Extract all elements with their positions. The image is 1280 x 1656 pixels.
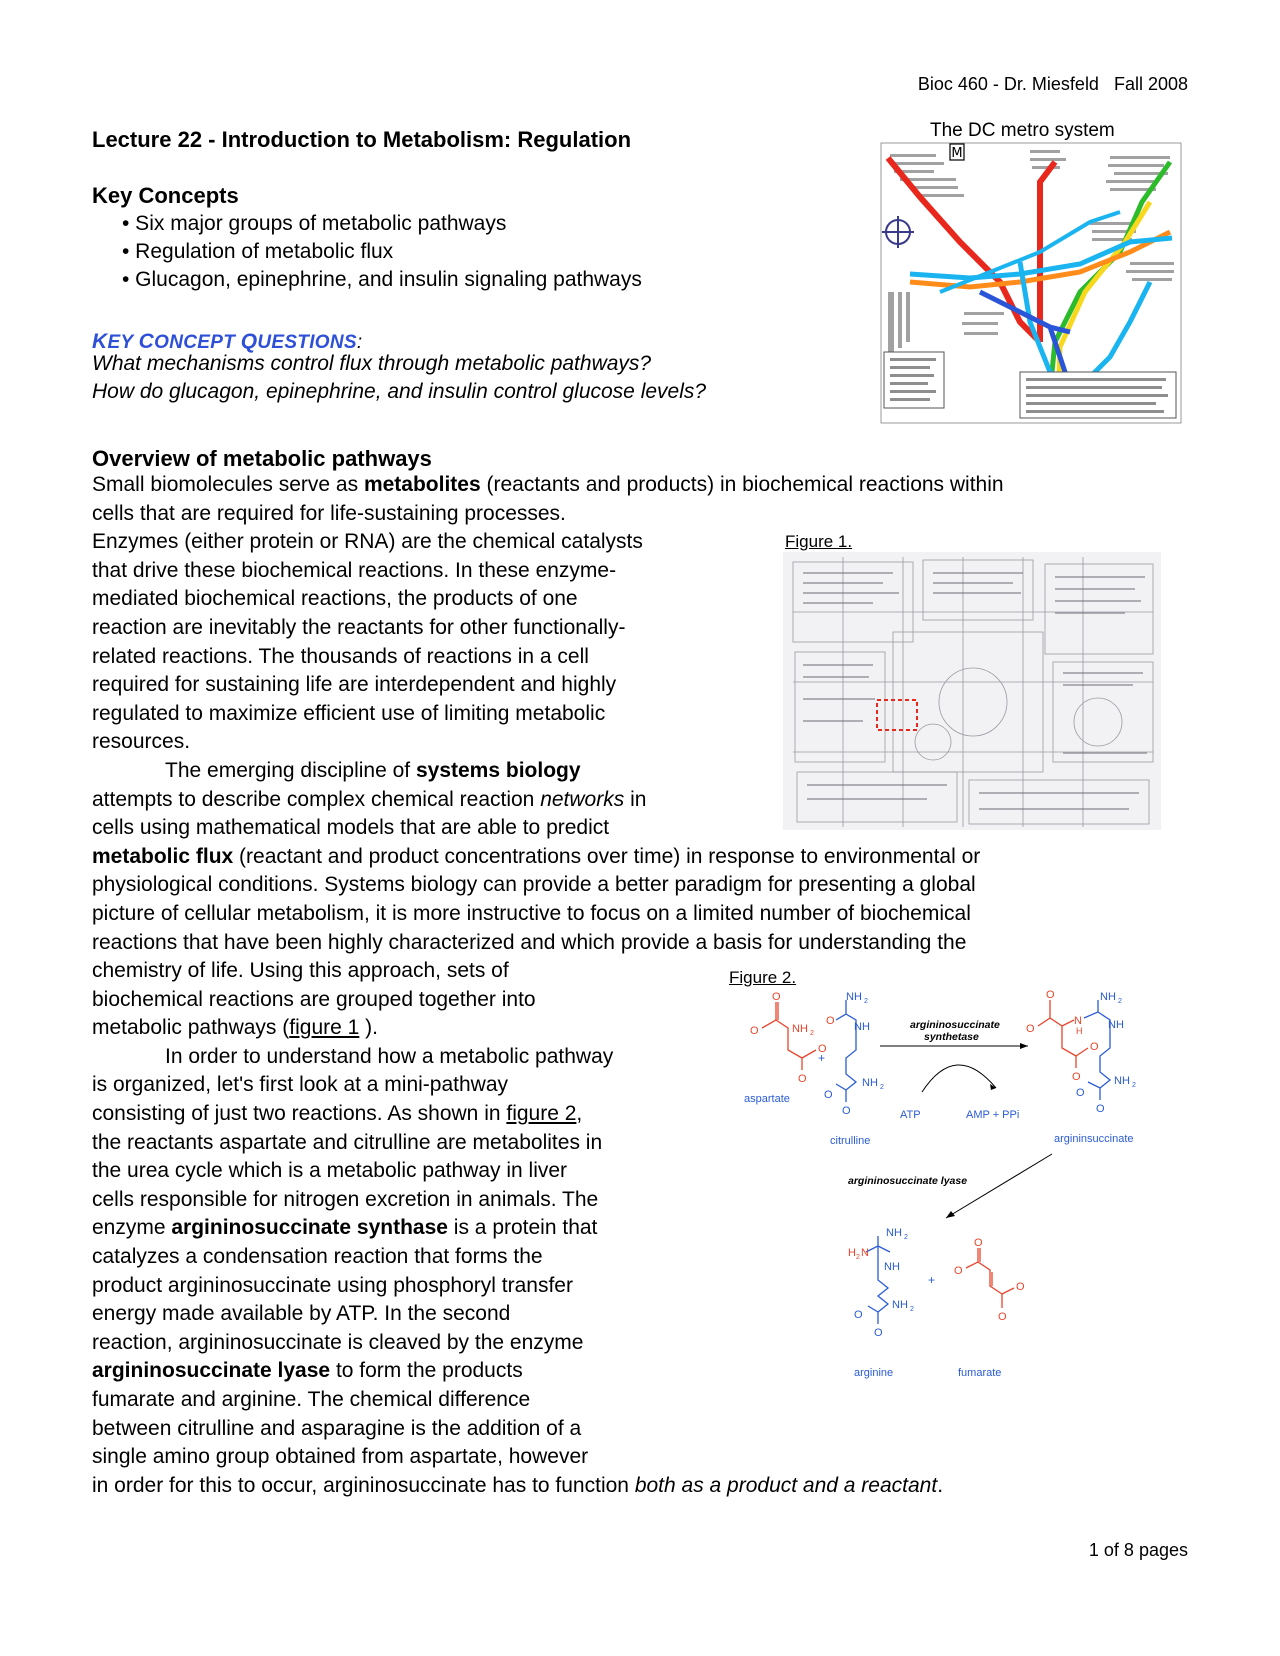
svg-text:NH: NH — [1108, 1019, 1124, 1031]
svg-text:N: N — [861, 1247, 869, 1259]
svg-text:+: + — [928, 1273, 936, 1287]
asp-o: O — [772, 991, 781, 1003]
svg-text:O: O — [842, 1105, 851, 1117]
svg-text:O: O — [1076, 1087, 1085, 1099]
svg-text:O: O — [998, 1311, 1007, 1323]
key-concepts-heading: Key Concepts — [92, 183, 239, 208]
svg-text:2: 2 — [880, 1084, 884, 1091]
key-concept-item: • Six major groups of metabolic pathways — [122, 212, 507, 235]
svg-text:H: H — [848, 1247, 856, 1259]
svg-text:NH: NH — [846, 991, 862, 1003]
svg-text:O: O — [954, 1265, 963, 1277]
svg-text:NH: NH — [892, 1299, 908, 1311]
course-header: Bioc 460 - Dr. Miesfeld Fall 2008 — [917, 74, 1188, 94]
svg-text:NH: NH — [1100, 991, 1116, 1003]
svg-text:2: 2 — [904, 1234, 908, 1241]
svg-text:2: 2 — [864, 998, 868, 1005]
svg-text:O: O — [1026, 1023, 1035, 1035]
svg-text:synthetase: synthetase — [924, 1031, 979, 1043]
svg-text:O: O — [1090, 1041, 1099, 1053]
figure1-link[interactable]: figure 1 — [289, 1016, 360, 1040]
label-atp: ATP — [900, 1109, 921, 1121]
svg-text:NH: NH — [854, 1021, 870, 1033]
key-concept-item: • Regulation of metabolic flux — [122, 240, 394, 263]
svg-text:NH: NH — [884, 1261, 900, 1273]
svg-text:O: O — [824, 1089, 833, 1101]
svg-text:O: O — [750, 1025, 759, 1037]
svg-text:O: O — [1072, 1071, 1081, 1083]
svg-text:O: O — [974, 1237, 983, 1249]
svg-text:NH: NH — [1114, 1075, 1130, 1087]
overview-body: Small biomolecules serve as metabolites (reactants and products) in biochemical reactions within cells that are required for life-sustaining processes. Enzymes (either protein or RNA) are the chemical catalysts that drive these biochemical reactions. In these enzyme- mediated biochemical reactions, the products of one reaction are inevitably the reactants for other functionally- related reactions. The thousands of reactions in a cell required for sustaining life are interdependent and highly regulated to maximize efficient use of limiting metabolic resources. The emerging discipline of systems biology attempts to describe complex chemical reaction networks in cells using mathematical models that are able to predict metabolic flux (reactant and product concentrations over time) in response to environmental or physiological conditions. Systems biology can provide a better paradigm for presenting a global picture of cellular metabolism, it is more instructive to focus on a limited number of biochemical reactions that have been highly characterized and which provide a basis for understanding the chemistry of life. Using this approach, sets of biochemical reactions are grouped together into metabolic pathways (figure 1 ). In order to understand how a metabolic pathway is organized, let's first look at a mini-pathway consisting of just two reactions. As shown in figure 2, the reactants aspartate and citrulline are metabolites in the urea cycle which is a metabolic pathway in liver cells responsible for nitrogen excretion in animals. The enzyme argininosuccinate synthase is a protein that catalyzes a condensation reaction that forms the product argininosuccinate using phosphoryl transfer energy made available by ATP. In the second reaction, argininosuccinate is cleaved by the enzyme argininosuccinate lyase to form the products fumarate and arginine. The chemical difference between citrulline and asparagine is the addition of a single amino group obtained from aspartate, however in order for this to occur, argininosuccinate has to function both as a product and a reactant. — [92, 473, 1004, 1497]
svg-text:O: O — [1016, 1281, 1025, 1293]
metro-title: The DC metro system — [930, 120, 1115, 141]
kcq-question: How do glucagon, epinephrine, and insulin control glucose levels? — [92, 380, 707, 403]
svg-text:2: 2 — [856, 1254, 860, 1261]
svg-text:O: O — [854, 1309, 863, 1321]
svg-text:+: + — [818, 1051, 826, 1065]
page-number: 1 of 8 pages — [1088, 1540, 1188, 1560]
svg-text:2: 2 — [910, 1306, 914, 1313]
svg-text:H: H — [1076, 1026, 1083, 1036]
kcq-heading: KEY CONCEPT QUESTIONS: — [92, 330, 363, 353]
svg-text:NH: NH — [886, 1227, 902, 1239]
figure2-link[interactable]: figure 2 — [506, 1102, 577, 1126]
label-aspartate: aspartate — [744, 1093, 790, 1105]
enzyme2-label: argininosuccinate lyase — [848, 1175, 968, 1187]
label-amp: AMP + PPi — [966, 1109, 1020, 1121]
label-arginine: arginine — [854, 1367, 894, 1379]
figure2-reaction-diagram — [728, 990, 1168, 1450]
overview-heading: Overview of metabolic pathways — [92, 446, 432, 471]
svg-text:O: O — [818, 1043, 827, 1055]
svg-text:O: O — [798, 1073, 807, 1085]
label-argininosuccinate: argininsuccinate — [1054, 1133, 1134, 1145]
figure2-label: Figure 2. — [729, 968, 797, 987]
svg-text:NH: NH — [862, 1077, 878, 1089]
label-citrulline: citrulline — [830, 1135, 871, 1147]
kcq-question: What mechanisms control flux through metabolic pathways? — [92, 352, 652, 375]
svg-text:2: 2 — [1132, 1082, 1136, 1089]
svg-text:2: 2 — [1118, 998, 1122, 1005]
key-concept-item: • Glucagon, epinephrine, and insulin signaling pathways — [122, 268, 642, 291]
page-title: Lecture 22 - Introduction to Metabolism: Regulation — [92, 127, 632, 152]
svg-text:O: O — [874, 1327, 883, 1339]
metro-logo: M — [951, 146, 963, 161]
svg-text:NH: NH — [792, 1023, 808, 1035]
label-fumarate: fumarate — [958, 1367, 1002, 1379]
figure1-label: Figure 1. — [785, 532, 853, 551]
enzyme1-label: argininosuccinate — [910, 1019, 1000, 1031]
svg-text:2: 2 — [810, 1030, 814, 1037]
figure1-metabolic-map — [783, 552, 1161, 830]
svg-text:O: O — [1046, 990, 1055, 1001]
svg-text:O: O — [826, 1015, 835, 1027]
dc-metro-map — [880, 142, 1182, 424]
svg-text:O: O — [1096, 1103, 1105, 1115]
svg-text:N: N — [1074, 1015, 1082, 1027]
